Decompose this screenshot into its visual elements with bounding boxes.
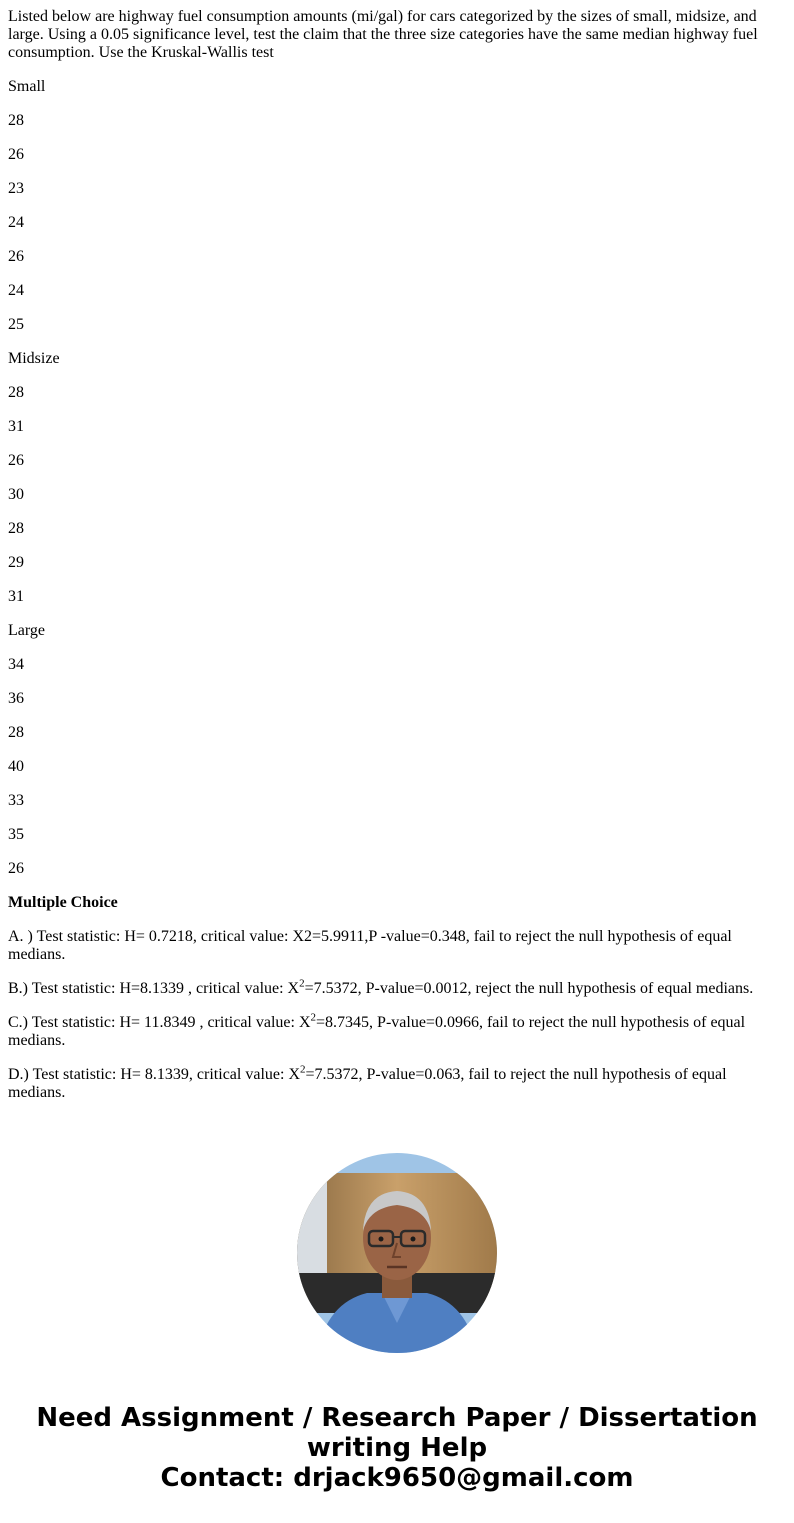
data-value: 26	[8, 860, 24, 877]
data-value: 40	[8, 758, 24, 775]
choice-d-text-rest: =7.5372, P-value=0.063, fail to reject the null hypothesis of equal medians.	[8, 1066, 727, 1101]
avatar	[297, 1153, 497, 1353]
choice-b	[8, 977, 786, 998]
data-value: 23	[8, 180, 24, 197]
choice-c-text: C.) Test statistic: H= 11.8349 , critical value: X	[8, 1014, 311, 1031]
contact-line-1: Need Assignment / Research Paper / Dissertation	[36, 1403, 758, 1433]
data-value: 24	[8, 214, 24, 231]
data-value: 36	[8, 690, 24, 707]
choice-a-text: A. ) Test statistic: H= 0.7218, critical value: X2=5.9911,P -value=0.348, fail to reject the null hypothesis of equal medians.	[8, 928, 732, 963]
data-value: 33	[8, 792, 24, 809]
question-intro: Listed below are highway fuel consumption amounts (mi/gal) for cars categorized by the sizes of small, midsize, and large. Using a 0.05 significance level, test the claim that the three size categories have the same median highway fuel consumption. Use the Kruskal-Wallis test	[8, 8, 758, 61]
multiple-choice-heading: Multiple Choice	[8, 894, 118, 911]
data-value: 35	[8, 826, 24, 843]
data-value: 28	[8, 520, 24, 537]
superscript: 2	[300, 1063, 306, 1076]
choice-b-text: B.) Test statistic: H=8.1339 , critical value: X	[8, 980, 300, 997]
data-value: 28	[8, 384, 24, 401]
contact-line-2: writing Help	[306, 1433, 488, 1463]
choice-d	[8, 1063, 786, 1102]
data-value: 31	[8, 588, 24, 605]
contact-banner	[0, 1403, 794, 1493]
data-value: 26	[8, 146, 24, 163]
choice-b-text-rest: =7.5372, P-value=0.0012, reject the null hypothesis of equal medians.	[304, 980, 754, 997]
group-label-large: Large	[8, 622, 46, 639]
data-value: 26	[8, 452, 24, 469]
data-value: 34	[8, 656, 24, 673]
data-value: 25	[8, 316, 24, 333]
avatar-portrait-image	[297, 1153, 497, 1353]
superscript: 2	[299, 977, 305, 990]
choice-a	[8, 928, 786, 964]
superscript: 2	[310, 1011, 317, 1024]
choice-d-text: D.) Test statistic: H= 8.1339, critical value: X	[8, 1066, 300, 1083]
choice-c-text-rest: =8.7345, P-value=0.0966, fail to reject the null hypothesis of equal medians.	[8, 1014, 746, 1049]
data-value: 30	[8, 486, 24, 503]
contact-line-3: Contact: drjack9650@gmail.com	[160, 1463, 634, 1493]
data-value: 24	[8, 282, 24, 299]
group-label-midsize: Midsize	[8, 350, 60, 367]
data-value: 28	[8, 112, 24, 129]
data-value: 26	[8, 248, 24, 265]
data-value: 29	[8, 554, 24, 571]
data-value: 31	[8, 418, 24, 435]
group-label-small: Small	[8, 78, 46, 95]
data-value: 28	[8, 724, 24, 741]
choice-c	[8, 1011, 786, 1050]
